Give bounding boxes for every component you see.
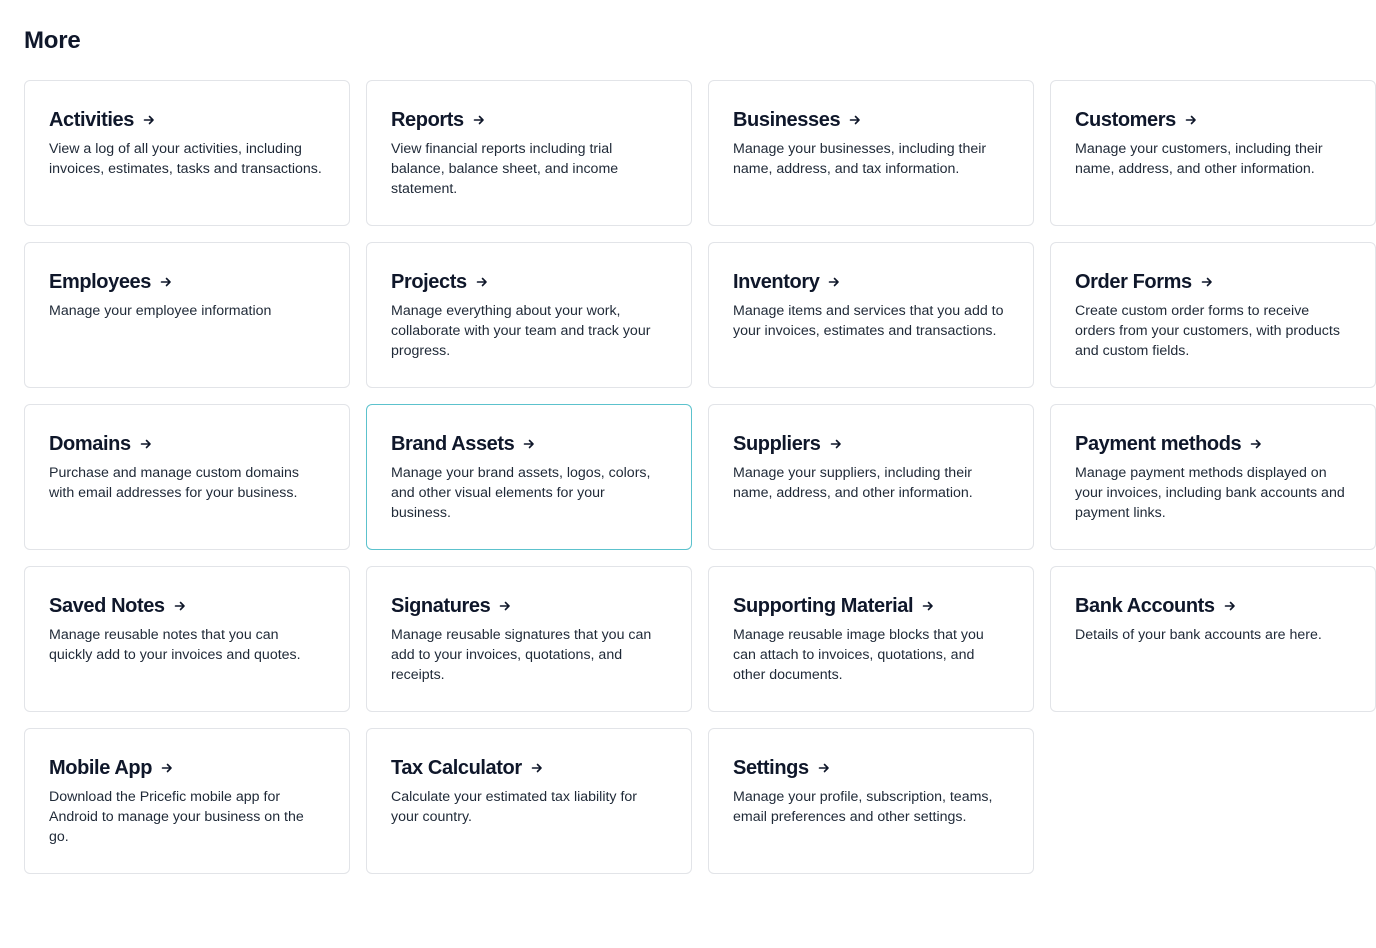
arrow-right-icon xyxy=(140,438,152,450)
card-description: Manage your brand assets, logos, colors, and other visual elements for your business. xyxy=(391,465,651,521)
card-header xyxy=(1075,107,1351,133)
card-title: Inventory xyxy=(733,271,820,293)
card-description: Calculate your estimated tax liability for your country. xyxy=(391,789,638,825)
card-header xyxy=(391,593,667,619)
arrow-right-icon xyxy=(922,600,934,612)
arrow-right-icon xyxy=(1185,114,1197,126)
card-businesses[interactable] xyxy=(708,80,1034,226)
card-title: Domains xyxy=(49,433,131,455)
card-title: Tax Calculator xyxy=(391,757,522,779)
card-title: Supporting Material xyxy=(733,595,914,617)
card-domains[interactable] xyxy=(24,404,350,550)
card-description: Manage everything about your work, collaborate with your team and track your progress. xyxy=(391,303,651,359)
card-activities[interactable] xyxy=(24,80,350,226)
card-title: Payment methods xyxy=(1075,433,1242,455)
card-title: Suppliers xyxy=(733,433,821,455)
card-title: Reports xyxy=(391,109,464,131)
card-header xyxy=(733,755,1009,781)
card-payment-methods[interactable] xyxy=(1050,404,1376,550)
card-header xyxy=(1075,431,1351,457)
card-description: Create custom order forms to receive orders from your customers, with products and custom fields. xyxy=(1075,303,1340,359)
card-inventory[interactable] xyxy=(708,242,1034,388)
arrow-right-icon xyxy=(1250,438,1262,450)
card-header xyxy=(49,593,325,619)
card-header xyxy=(49,755,325,781)
card-employees[interactable] xyxy=(24,242,350,388)
card-title: Employees xyxy=(49,271,152,293)
card-header xyxy=(1075,269,1351,295)
card-header xyxy=(733,431,1009,457)
arrow-right-icon xyxy=(174,600,186,612)
card-suppliers[interactable] xyxy=(708,404,1034,550)
card-header xyxy=(391,755,667,781)
card-supporting-material[interactable] xyxy=(708,566,1034,712)
card-saved-notes[interactable] xyxy=(24,566,350,712)
card-description: Manage your businesses, including their name, address, and tax information. xyxy=(733,141,987,177)
card-title: Mobile App xyxy=(49,757,153,779)
arrow-right-icon xyxy=(160,276,172,288)
card-header xyxy=(733,593,1009,619)
card-title: Order Forms xyxy=(1075,271,1192,293)
card-description: View a log of all your activities, including invoices, estimates, tasks and transactions. xyxy=(49,141,322,177)
arrow-right-icon xyxy=(499,600,511,612)
feature-card-grid xyxy=(24,80,1376,874)
card-description: View financial reports including trial balance, balance sheet, and income statement. xyxy=(391,141,619,197)
arrow-right-icon xyxy=(523,438,535,450)
arrow-right-icon xyxy=(143,114,155,126)
card-title: Customers xyxy=(1075,109,1176,131)
card-title: Businesses xyxy=(733,109,841,131)
card-header xyxy=(391,269,667,295)
card-settings[interactable] xyxy=(708,728,1034,874)
card-description: Manage your employee information xyxy=(49,303,272,319)
card-header xyxy=(1075,593,1351,619)
page-title: More xyxy=(24,27,81,54)
card-description: Manage items and services that you add to your invoices, estimates and transactions. xyxy=(733,303,1004,339)
card-title: Signatures xyxy=(391,595,491,617)
card-reports[interactable] xyxy=(366,80,692,226)
card-description: Manage reusable notes that you can quickly add to your invoices and quotes. xyxy=(49,627,301,663)
card-tax-calculator[interactable] xyxy=(366,728,692,874)
card-header xyxy=(733,107,1009,133)
arrow-right-icon xyxy=(476,276,488,288)
card-description: Manage payment methods displayed on your invoices, including bank accounts and payment links. xyxy=(1075,465,1345,521)
card-description: Download the Pricefic mobile app for Android to manage your business on the go. xyxy=(49,789,304,845)
card-title: Projects xyxy=(391,271,467,293)
card-signatures[interactable] xyxy=(366,566,692,712)
card-title: Brand Assets xyxy=(391,433,515,455)
card-description: Details of your bank accounts are here. xyxy=(1075,627,1322,643)
card-title: Activities xyxy=(49,109,134,131)
arrow-right-icon xyxy=(830,438,842,450)
arrow-right-icon xyxy=(828,276,840,288)
arrow-right-icon xyxy=(473,114,485,126)
card-description: Manage reusable image blocks that you can attach to invoices, quotations, and other documents. xyxy=(733,627,984,683)
arrow-right-icon xyxy=(161,762,173,774)
card-mobile-app[interactable] xyxy=(24,728,350,874)
arrow-right-icon xyxy=(849,114,861,126)
card-description: Manage your customers, including their name, address, and other information. xyxy=(1075,141,1323,177)
card-title: Bank Accounts xyxy=(1075,595,1215,617)
card-header xyxy=(391,431,667,457)
arrow-right-icon xyxy=(818,762,830,774)
card-description: Purchase and manage custom domains with email addresses for your business. xyxy=(49,465,299,501)
card-description: Manage your suppliers, including their name, address, and other information. xyxy=(733,465,973,501)
card-header xyxy=(391,107,667,133)
card-order-forms[interactable] xyxy=(1050,242,1376,388)
arrow-right-icon xyxy=(531,762,543,774)
card-header xyxy=(49,431,325,457)
arrow-right-icon xyxy=(1224,600,1236,612)
card-title: Settings xyxy=(733,757,809,779)
card-customers[interactable] xyxy=(1050,80,1376,226)
card-title: Saved Notes xyxy=(49,595,165,617)
card-header xyxy=(733,269,1009,295)
card-header xyxy=(49,269,325,295)
card-description: Manage reusable signatures that you can add to your invoices, quotations, and receipts. xyxy=(391,627,652,683)
arrow-right-icon xyxy=(1201,276,1213,288)
card-projects[interactable] xyxy=(366,242,692,388)
card-bank-accounts[interactable] xyxy=(1050,566,1376,712)
card-header xyxy=(49,107,325,133)
card-description: Manage your profile, subscription, teams, email preferences and other settings. xyxy=(733,789,993,825)
card-brand-assets[interactable] xyxy=(366,404,692,550)
